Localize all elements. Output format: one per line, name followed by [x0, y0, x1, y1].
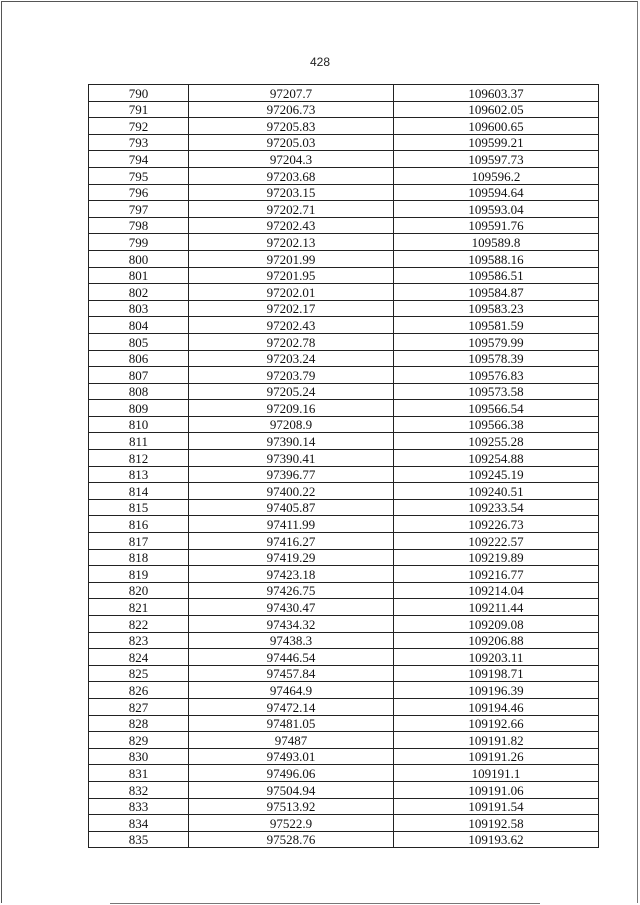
y-coordinate-cell: 109191.06 — [394, 781, 599, 798]
x-coordinate-cell: 97202.78 — [189, 333, 394, 350]
y-coordinate-cell: 109593.04 — [394, 201, 599, 218]
table-row — [89, 533, 599, 550]
page-number: 428 — [309, 55, 331, 69]
table-row — [89, 416, 599, 433]
y-coordinate-cell: 109191.82 — [394, 732, 599, 749]
table-row — [89, 499, 599, 516]
point-number-cell: 794 — [89, 151, 189, 168]
point-number-cell: 818 — [89, 549, 189, 566]
point-number-cell: 825 — [89, 665, 189, 682]
table-row — [89, 815, 599, 832]
y-coordinate-cell: 109194.46 — [394, 698, 599, 715]
x-coordinate-cell: 97493.01 — [189, 748, 394, 765]
table-row — [89, 698, 599, 715]
y-coordinate-cell: 109597.73 — [394, 151, 599, 168]
x-coordinate-cell: 97481.05 — [189, 715, 394, 732]
table-row — [89, 665, 599, 682]
y-coordinate-cell: 109233.54 — [394, 499, 599, 516]
y-coordinate-cell: 109203.11 — [394, 649, 599, 666]
y-coordinate-cell: 109576.83 — [394, 367, 599, 384]
point-number-cell: 828 — [89, 715, 189, 732]
x-coordinate-cell: 97205.83 — [189, 118, 394, 135]
table-row — [89, 433, 599, 450]
x-coordinate-cell: 97528.76 — [189, 831, 394, 848]
point-number-cell: 791 — [89, 101, 189, 118]
x-coordinate-cell: 97400.22 — [189, 483, 394, 500]
point-number-cell: 790 — [89, 85, 189, 102]
x-coordinate-cell: 97411.99 — [189, 516, 394, 533]
y-coordinate-cell: 109581.59 — [394, 317, 599, 334]
y-coordinate-cell: 109240.51 — [394, 483, 599, 500]
y-coordinate-cell: 109594.64 — [394, 184, 599, 201]
table-row — [89, 748, 599, 765]
table-row — [89, 765, 599, 782]
point-number-cell: 810 — [89, 416, 189, 433]
x-coordinate-cell: 97522.9 — [189, 815, 394, 832]
y-coordinate-cell: 109600.65 — [394, 118, 599, 135]
table-row — [89, 715, 599, 732]
table-row — [89, 516, 599, 533]
x-coordinate-cell: 97446.54 — [189, 649, 394, 666]
y-coordinate-cell: 109596.2 — [394, 167, 599, 184]
table-row — [89, 367, 599, 384]
y-coordinate-cell: 109579.99 — [394, 333, 599, 350]
point-number-cell: 793 — [89, 134, 189, 151]
point-number-cell: 792 — [89, 118, 189, 135]
table-row — [89, 616, 599, 633]
y-coordinate-cell: 109191.26 — [394, 748, 599, 765]
point-number-cell: 806 — [89, 350, 189, 367]
table-row — [89, 798, 599, 815]
x-coordinate-cell: 97457.84 — [189, 665, 394, 682]
point-number-cell: 811 — [89, 433, 189, 450]
y-coordinate-cell: 109226.73 — [394, 516, 599, 533]
x-coordinate-cell: 97430.47 — [189, 599, 394, 616]
coordinate-table — [88, 84, 599, 848]
x-coordinate-cell: 97202.13 — [189, 234, 394, 251]
point-number-cell: 803 — [89, 300, 189, 317]
y-coordinate-cell: 109245.19 — [394, 466, 599, 483]
point-number-cell: 797 — [89, 201, 189, 218]
table-row — [89, 300, 599, 317]
point-number-cell: 808 — [89, 383, 189, 400]
y-coordinate-cell: 109193.62 — [394, 831, 599, 848]
coordinate-table-body — [89, 85, 599, 848]
table-row — [89, 599, 599, 616]
y-coordinate-cell: 109583.23 — [394, 300, 599, 317]
point-number-cell: 822 — [89, 616, 189, 633]
y-coordinate-cell: 109578.39 — [394, 350, 599, 367]
table-row — [89, 85, 599, 102]
x-coordinate-cell: 97426.75 — [189, 582, 394, 599]
table-row — [89, 632, 599, 649]
x-coordinate-cell: 97513.92 — [189, 798, 394, 815]
y-coordinate-cell: 109566.38 — [394, 416, 599, 433]
y-coordinate-cell: 109599.21 — [394, 134, 599, 151]
y-coordinate-cell: 109209.08 — [394, 616, 599, 633]
table-row — [89, 317, 599, 334]
x-coordinate-cell: 97423.18 — [189, 566, 394, 583]
point-number-cell: 819 — [89, 566, 189, 583]
x-coordinate-cell: 97202.43 — [189, 317, 394, 334]
x-coordinate-cell: 97390.41 — [189, 450, 394, 467]
point-number-cell: 832 — [89, 781, 189, 798]
y-coordinate-cell: 109192.58 — [394, 815, 599, 832]
table-row — [89, 466, 599, 483]
x-coordinate-cell: 97202.17 — [189, 300, 394, 317]
y-coordinate-cell: 109591.76 — [394, 217, 599, 234]
y-coordinate-cell: 109214.04 — [394, 582, 599, 599]
y-coordinate-cell: 109191.1 — [394, 765, 599, 782]
x-coordinate-cell: 97204.3 — [189, 151, 394, 168]
x-coordinate-cell: 97504.94 — [189, 781, 394, 798]
y-coordinate-cell: 109198.71 — [394, 665, 599, 682]
table-row — [89, 350, 599, 367]
x-coordinate-cell: 97438.3 — [189, 632, 394, 649]
table-row — [89, 267, 599, 284]
table-row — [89, 134, 599, 151]
table-row — [89, 549, 599, 566]
table-row — [89, 649, 599, 666]
x-coordinate-cell: 97202.43 — [189, 217, 394, 234]
y-coordinate-cell: 109589.8 — [394, 234, 599, 251]
y-coordinate-cell: 109191.54 — [394, 798, 599, 815]
table-row — [89, 167, 599, 184]
x-coordinate-cell: 97472.14 — [189, 698, 394, 715]
y-coordinate-cell: 109219.89 — [394, 549, 599, 566]
point-number-cell: 804 — [89, 317, 189, 334]
point-number-cell: 830 — [89, 748, 189, 765]
y-coordinate-cell: 109216.77 — [394, 566, 599, 583]
x-coordinate-cell: 97203.68 — [189, 167, 394, 184]
table-row — [89, 250, 599, 267]
x-coordinate-cell: 97487 — [189, 732, 394, 749]
x-coordinate-cell: 97405.87 — [189, 499, 394, 516]
point-number-cell: 796 — [89, 184, 189, 201]
point-number-cell: 798 — [89, 217, 189, 234]
point-number-cell: 800 — [89, 250, 189, 267]
point-number-cell: 802 — [89, 284, 189, 301]
x-coordinate-cell: 97419.29 — [189, 549, 394, 566]
point-number-cell: 835 — [89, 831, 189, 848]
y-coordinate-cell: 109588.16 — [394, 250, 599, 267]
point-number-cell: 823 — [89, 632, 189, 649]
table-row — [89, 400, 599, 417]
x-coordinate-cell: 97464.9 — [189, 682, 394, 699]
x-coordinate-cell: 97203.15 — [189, 184, 394, 201]
point-number-cell: 801 — [89, 267, 189, 284]
y-coordinate-cell: 109192.66 — [394, 715, 599, 732]
x-coordinate-cell: 97207.7 — [189, 85, 394, 102]
table-row — [89, 101, 599, 118]
point-number-cell: 805 — [89, 333, 189, 350]
x-coordinate-cell: 97209.16 — [189, 400, 394, 417]
x-coordinate-cell: 97396.77 — [189, 466, 394, 483]
point-number-cell: 831 — [89, 765, 189, 782]
point-number-cell: 820 — [89, 582, 189, 599]
y-coordinate-cell: 109211.44 — [394, 599, 599, 616]
table-row — [89, 383, 599, 400]
table-row — [89, 781, 599, 798]
point-number-cell: 809 — [89, 400, 189, 417]
x-coordinate-cell: 97203.79 — [189, 367, 394, 384]
table-row — [89, 682, 599, 699]
point-number-cell: 833 — [89, 798, 189, 815]
point-number-cell: 815 — [89, 499, 189, 516]
point-number-cell: 826 — [89, 682, 189, 699]
y-coordinate-cell: 109586.51 — [394, 267, 599, 284]
y-coordinate-cell: 109196.39 — [394, 682, 599, 699]
y-coordinate-cell: 109566.54 — [394, 400, 599, 417]
table-row — [89, 483, 599, 500]
point-number-cell: 829 — [89, 732, 189, 749]
x-coordinate-cell: 97390.14 — [189, 433, 394, 450]
x-coordinate-cell: 97416.27 — [189, 533, 394, 550]
x-coordinate-cell: 97201.95 — [189, 267, 394, 284]
x-coordinate-cell: 97202.01 — [189, 284, 394, 301]
x-coordinate-cell: 97203.24 — [189, 350, 394, 367]
point-number-cell: 817 — [89, 533, 189, 550]
point-number-cell: 814 — [89, 483, 189, 500]
point-number-cell: 827 — [89, 698, 189, 715]
table-row — [89, 566, 599, 583]
y-coordinate-cell: 109222.57 — [394, 533, 599, 550]
y-coordinate-cell: 109255.28 — [394, 433, 599, 450]
table-row — [89, 118, 599, 135]
point-number-cell: 816 — [89, 516, 189, 533]
table-row — [89, 234, 599, 251]
point-number-cell: 799 — [89, 234, 189, 251]
point-number-cell: 834 — [89, 815, 189, 832]
x-coordinate-cell: 97202.71 — [189, 201, 394, 218]
y-coordinate-cell: 109206.88 — [394, 632, 599, 649]
point-number-cell: 812 — [89, 450, 189, 467]
point-number-cell: 824 — [89, 649, 189, 666]
y-coordinate-cell: 109602.05 — [394, 101, 599, 118]
table-row — [89, 201, 599, 218]
x-coordinate-cell: 97201.99 — [189, 250, 394, 267]
y-coordinate-cell: 109584.87 — [394, 284, 599, 301]
point-number-cell: 807 — [89, 367, 189, 384]
x-coordinate-cell: 97208.9 — [189, 416, 394, 433]
bottom-rule — [110, 903, 540, 904]
point-number-cell: 795 — [89, 167, 189, 184]
y-coordinate-cell: 109603.37 — [394, 85, 599, 102]
table-row — [89, 831, 599, 848]
table-row — [89, 732, 599, 749]
y-coordinate-cell: 109573.58 — [394, 383, 599, 400]
table-row — [89, 450, 599, 467]
x-coordinate-cell: 97434.32 — [189, 616, 394, 633]
x-coordinate-cell: 97206.73 — [189, 101, 394, 118]
table-row — [89, 184, 599, 201]
table-row — [89, 217, 599, 234]
table-row — [89, 151, 599, 168]
table-row — [89, 333, 599, 350]
y-coordinate-cell: 109254.88 — [394, 450, 599, 467]
x-coordinate-cell: 97205.24 — [189, 383, 394, 400]
table-row — [89, 284, 599, 301]
x-coordinate-cell: 97496.06 — [189, 765, 394, 782]
point-number-cell: 813 — [89, 466, 189, 483]
point-number-cell: 821 — [89, 599, 189, 616]
table-row — [89, 582, 599, 599]
x-coordinate-cell: 97205.03 — [189, 134, 394, 151]
